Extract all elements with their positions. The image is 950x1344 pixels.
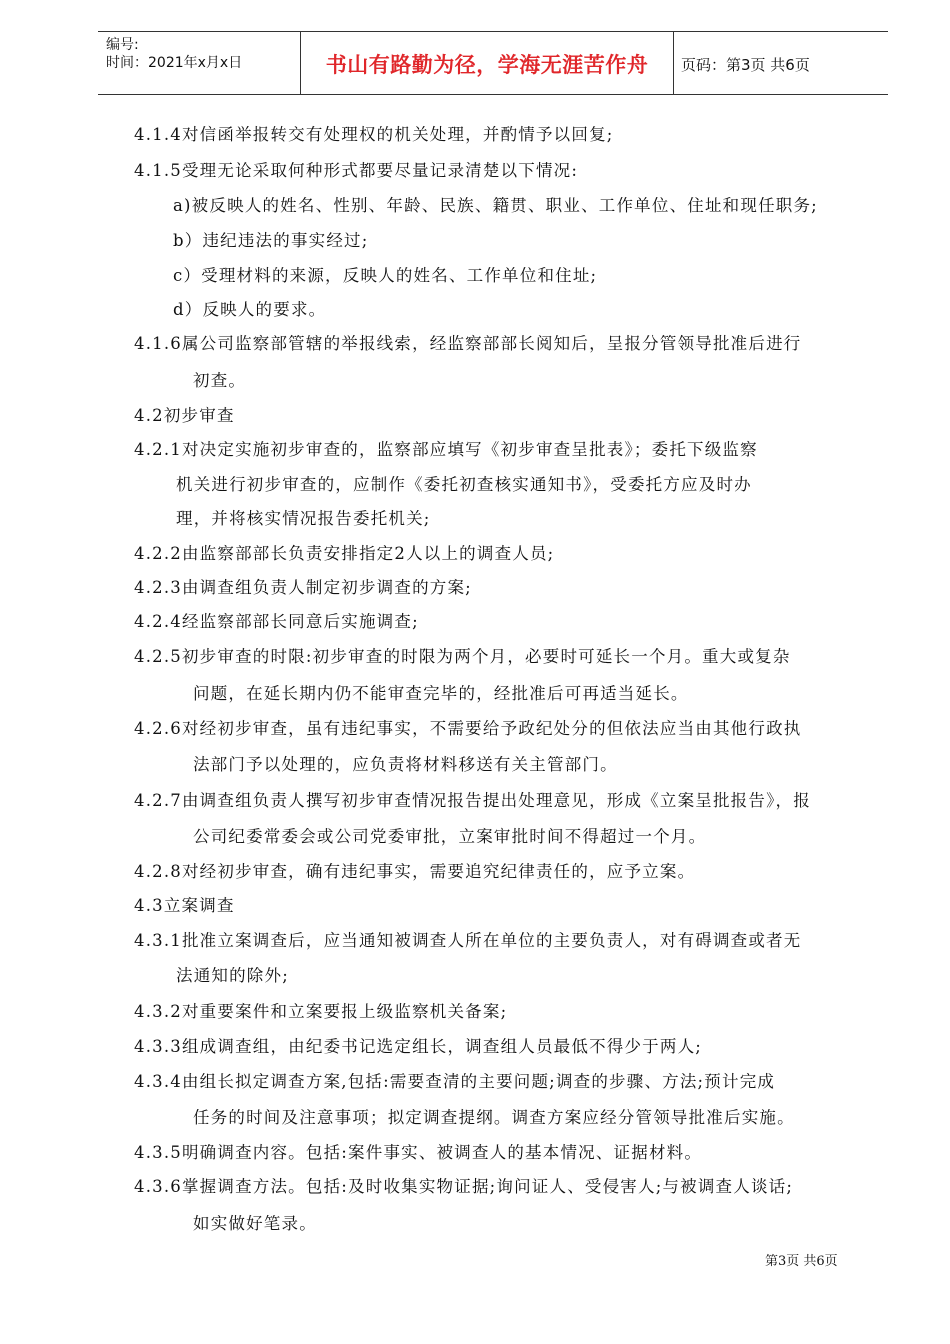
text-line: 理，并将核实情况报告委托机关; [176, 509, 431, 528]
text-line: 4.3.4由组长拟定调查方案,包括:需要查清的主要问题;调查的步骤、方法;预计完成 [134, 1072, 776, 1091]
text-line: 4.2.2由监察部部长负责安排指定2人以上的调查人员; [134, 544, 555, 563]
text-line: 4.2.6对经初步审查，虽有违纪事实，不需要给予政纪处分的但依法应当由其他行政执 [134, 719, 802, 738]
text-line: 4.2.3由调查组负责人制定初步调查的方案; [134, 578, 472, 597]
text-line: 问题，在延长期内仍不能审查完毕的，经批准后可再适当延长。 [193, 684, 689, 703]
text-line: b）违纪违法的事实经过; [173, 231, 369, 250]
text-line: 4.3.3组成调查组，由纪委书记选定组长，调查组人员最低不得少于两人; [134, 1037, 703, 1056]
text-line: 如实做好笔录。 [193, 1214, 317, 1233]
section-heading: 4.3立案调查 [134, 896, 235, 915]
text-line: 4.1.6属公司监察部管辖的举报线索，经监察部部长阅知后，呈报分管领导批准后进行 [134, 334, 802, 353]
text-line: 4.1.5受理无论采取何种形式都要尽量记录清楚以下情况: [134, 161, 579, 180]
header-motto-cell [301, 32, 674, 94]
header-motto: 书山有路勤为径，学海无涯苦作舟 [325, 53, 649, 77]
text-line: 初查。 [193, 371, 247, 390]
text-line: 任务的时间及注意事项；拟定调查提纲。调查方案应经分管领导批准后实施。 [193, 1108, 795, 1127]
text-line: d）反映人的要求。 [173, 300, 327, 319]
doc-number-label: 编号: [106, 37, 139, 53]
text-line: 4.3.1批准立案调查后，应当通知被调查人所在单位的主要负责人，对有碍调查或者无 [134, 931, 802, 950]
text-line: 4.2.5初步审查的时限:初步审查的时限为两个月，必要时可延长一个月。重大或复杂 [134, 647, 791, 666]
section-heading: 4.2初步审查 [134, 406, 235, 425]
text-line: 4.2.4经监察部部长同意后实施调查; [134, 612, 419, 631]
text-line: 4.3.2对重要案件和立案要报上级监察机关备案; [134, 1002, 508, 1021]
text-line: a)被反映人的姓名、性别、年龄、民族、籍贯、职业、工作单位、住址和现任职务; [173, 196, 818, 215]
header-page-label: 页码：第3页 共6页 [681, 56, 810, 74]
text-line: 4.3.5明确调查内容。包括:案件事实、被调查人的基本情况、证据材料。 [134, 1143, 703, 1162]
text-line: 4.2.8对经初步审查，确有违纪事实，需要追究纪律责任的，应予立案。 [134, 862, 696, 881]
text-line: c）受理材料的来源，反映人的姓名、工作单位和住址; [173, 266, 598, 285]
text-line: 4.2.7由调查组负责人撰写初步审查情况报告提出处理意见，形成《立案呈批报告》，报 [134, 791, 811, 810]
text-line: 公司纪委常委会或公司党委审批，立案审批时间不得超过一个月。 [193, 827, 707, 846]
header-meta-cell [98, 32, 301, 94]
page-footer: 第3页 共6页 [765, 1254, 838, 1269]
text-line: 法通知的除外; [176, 966, 289, 985]
text-line: 法部门予以处理的，应负责将材料移送有关主管部门。 [193, 755, 618, 774]
text-line: 4.3.6掌握调查方法。包括:及时收集实物证据;询问证人、受侵害人;与被调查人谈话; [134, 1177, 794, 1196]
text-line: 机关进行初步审查的，应制作《委托初查核实通知书》，受委托方应及时办 [176, 475, 752, 494]
doc-time-label: 时间：2021年x月x日 [106, 55, 243, 71]
text-line: 4.2.1对决定实施初步审查的，监察部应填写《初步审查呈批表》；委托下级监察 [134, 440, 758, 459]
text-line: 4.1.4对信函举报转交有处理权的机关处理，并酌情予以回复; [134, 125, 614, 144]
page-header [98, 31, 888, 95]
header-page-cell [674, 32, 888, 94]
